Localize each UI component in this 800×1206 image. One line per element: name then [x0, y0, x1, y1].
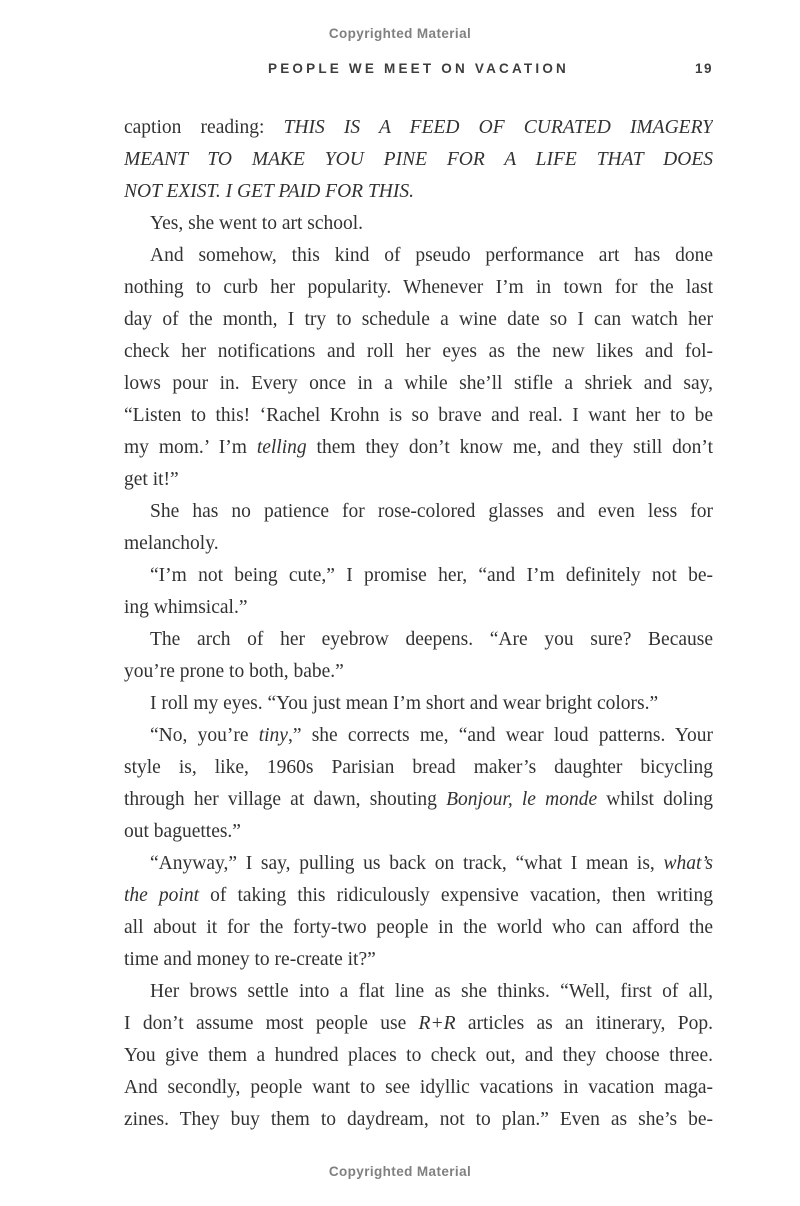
text-run: my mom.’ I’m: [124, 437, 257, 458]
text-line: [124, 656, 713, 688]
text-line: [124, 400, 713, 432]
text-line: [124, 368, 713, 400]
copyright-notice-bottom: Copyrighted Material: [328, 1164, 472, 1179]
text-line: [124, 912, 713, 944]
text-line: [124, 1072, 713, 1104]
italic-text-run: R+R: [418, 1013, 456, 1034]
text-run: whilst doling: [597, 789, 713, 810]
italic-text-run: Bonjour, le monde: [446, 789, 598, 810]
text-line: [124, 112, 713, 144]
text-line: [124, 944, 713, 976]
page-number: 19: [694, 61, 713, 76]
text-line: [124, 1104, 713, 1136]
text-run: “I’m not being cute,” I promise her, “and I’m definitely not be-: [150, 565, 713, 586]
text-line: [124, 528, 713, 560]
text-run: get it!”: [124, 469, 179, 490]
text-line: [124, 1040, 713, 1072]
text-run: And somehow, this kind of pseudo performance art has done: [150, 245, 713, 266]
text-run: lows pour in. Every once in a while she’ll stifle a shriek and say,: [124, 373, 713, 394]
text-line: [124, 432, 713, 464]
italic-text-run: what’s: [663, 853, 713, 874]
text-run: “Anyway,” I say, pulling us back on track, “what I mean is,: [150, 853, 664, 874]
text-run: style is, like, 1960s Parisian bread maker’s daughter bicycling: [124, 757, 713, 778]
text-line: [124, 1008, 713, 1040]
text-line: [124, 976, 713, 1008]
copyright-notice-top: Copyrighted Material: [328, 26, 472, 41]
text-run: check her notifications and roll her eyes as the new likes and fol-: [124, 341, 713, 362]
italic-text-run: NOT EXIST. I GET PAID FOR THIS.: [124, 181, 414, 202]
text-line: [124, 464, 713, 496]
running-head: [124, 61, 713, 79]
text-run: out baguettes.”: [124, 821, 241, 842]
text-run: nothing to curb her popularity. Whenever I’m in town for the last: [124, 277, 713, 298]
text-line: [124, 272, 713, 304]
text-run: through her village at dawn, shouting: [124, 789, 447, 810]
text-run: all about it for the forty-two people in the world who can afford the: [124, 917, 713, 938]
text-line: [124, 624, 713, 656]
text-run: And secondly, people want to see idyllic vacations in vacation maga-: [124, 1077, 713, 1098]
text-run: melancholy.: [124, 533, 219, 554]
italic-text-run: the point: [124, 885, 200, 906]
text-line: [124, 240, 713, 272]
text-line: [124, 560, 713, 592]
text-run: Yes, she went to art school.: [150, 213, 364, 234]
text-run: of taking this ridiculously expensive vacation, then writing: [199, 885, 713, 906]
text-run: ,” she corrects me, “and wear loud patterns. Your: [287, 725, 713, 746]
text-line: [124, 720, 713, 752]
text-line: [124, 880, 713, 912]
text-run: The arch of her eyebrow deepens. “Are you sure? Because: [150, 629, 713, 650]
text-run: “Listen to this! ‘Rachel Krohn is so brave and real. I want her to be: [124, 405, 713, 426]
text-run: articles as an itinerary, Pop.: [455, 1013, 713, 1034]
text-line: [124, 336, 713, 368]
text-line: [124, 592, 713, 624]
text-line: [124, 144, 713, 176]
italic-text-run: MEANT TO MAKE YOU PINE FOR A LIFE THAT DOES: [124, 149, 713, 170]
text-line: [124, 784, 713, 816]
text-line: [124, 752, 713, 784]
text-run: zines. They buy them to daydream, not to plan.” Even as she’s be-: [124, 1109, 713, 1130]
text-run: “No, you’re: [150, 725, 259, 746]
italic-text-run: tiny: [258, 725, 288, 746]
text-line: [124, 176, 713, 208]
text-run: Her brows settle into a flat line as she thinks. “Well, first of all,: [150, 981, 713, 1002]
text-run: day of the month, I try to schedule a wine date so I can watch her: [124, 309, 713, 330]
text-run: You give them a hundred places to check out, and they choose three.: [124, 1045, 713, 1066]
text-line: [124, 688, 713, 720]
italic-text-run: THIS IS A FEED OF CURATED IMAGERY: [283, 117, 713, 138]
running-head-title: PEOPLE WE MEET ON VACATION: [268, 61, 569, 76]
text-run: I don’t assume most people use: [124, 1013, 419, 1034]
text-run: caption reading:: [124, 117, 284, 138]
text-run: them they don’t know me, and they still don’t: [306, 437, 713, 458]
italic-text-run: telling: [256, 437, 307, 458]
text-run: you’re prone to both, babe.”: [124, 661, 344, 682]
text-line: [124, 816, 713, 848]
text-line: [124, 304, 713, 336]
text-run: She has no patience for rose-colored glasses and even less for: [150, 501, 713, 522]
text-run: time and money to re-create it?”: [124, 949, 376, 970]
text-line: [124, 848, 713, 880]
text-run: I roll my eyes. “You just mean I’m short and wear bright colors.”: [150, 693, 659, 714]
body-text: [124, 112, 713, 1136]
text-line: [124, 496, 713, 528]
text-line: [124, 208, 713, 240]
text-run: ing whimsical.”: [124, 597, 248, 618]
